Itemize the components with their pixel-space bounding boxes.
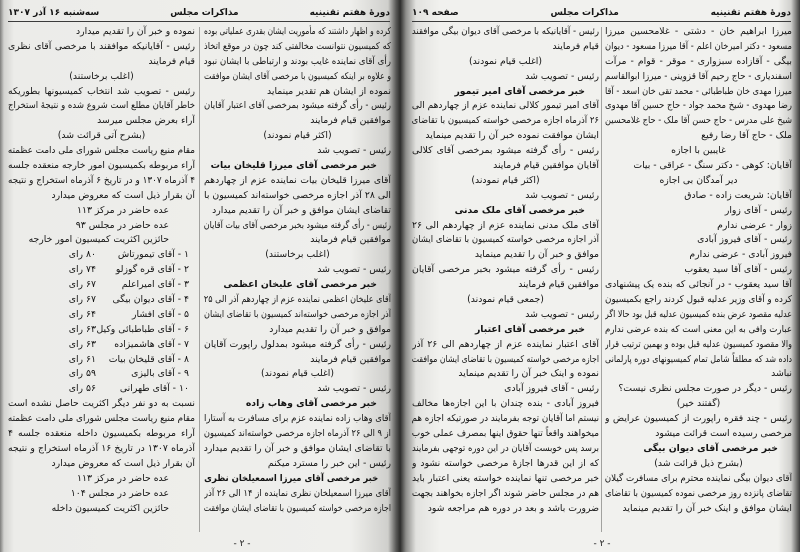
text-line: نباشد — [771, 368, 792, 380]
text-line: موافق و خبر آن را تقدیم میدارد — [269, 323, 391, 335]
vote-row — [8, 248, 195, 263]
text-line: ایشان موافق و اینک خبر آن را تقدیم مینماید — [622, 502, 792, 514]
signature-mark: - ۲ - — [233, 539, 251, 549]
vote-member-name: ۱۰ - آقای طهرانی — [119, 383, 189, 395]
text-line: رئیس - آقای فیروز آبادی — [697, 234, 792, 246]
item-heading: خبر مرخصی آقای ملک مدنی — [454, 204, 585, 216]
text-line: رئیس - تصویب شد انتخاب کمیسیونها بطوریکه — [8, 85, 195, 97]
text-line: ملک - حاج آقا رضا رفیع — [701, 130, 792, 142]
page-number: صفحه ۱۰۹ — [412, 7, 459, 18]
text-line: آن بقرار ذیل است که معروض میدارد — [51, 457, 195, 469]
stage-note: دیر آمدگان بی اجازه — [659, 174, 738, 186]
stage-note: (اغلب قیام نمودند) — [260, 368, 335, 380]
text-line: رئیس - رأی گرفته میشود بمرخصی آقای کلالی — [412, 145, 599, 157]
journal-title: مذاکرات مجلس — [170, 7, 239, 18]
item-heading: خبر مرخصی آقای میرزا اسمعیلخان نظری — [204, 472, 379, 484]
vote-member-name: ۲ - آقای قره گوزلو — [115, 264, 189, 276]
text-line: نموده از ایشان هم تقدیر مینماید — [267, 85, 391, 97]
vote-row — [8, 338, 195, 353]
vote-count: ۷۴ رای — [68, 264, 96, 276]
stage-note: غایبین با اجازه — [671, 145, 726, 157]
text-line: آذر اجازه مرخصی خواسته کمیسیون با تقاضای ایشان — [412, 234, 599, 246]
text-column-left — [412, 25, 599, 534]
text-line: میخواهند واقعاً تنها حقوق اینها بمصرف عملی خوب — [412, 428, 599, 440]
item-heading: خبر مرخصی آقای وهاب زاده — [245, 398, 377, 410]
text-line: اسفندیاری - حاج رحیم آقا قزوینی - میرزا ابوالقاسم — [605, 70, 792, 82]
stage-note: (اغلب برخاستند) — [69, 70, 134, 82]
running-head — [8, 4, 390, 22]
right-page — [400, 0, 800, 552]
column-rule — [601, 27, 602, 532]
journal-title: مذاکرات مجلس — [550, 7, 619, 18]
vote-row — [8, 293, 195, 308]
vote-member-name: ۷ - آقای هاشمیزاده — [114, 338, 189, 350]
text-line: ۴ آذرماه ۱۳۰۷ و در تاریخ ۶ آذرماه استخراج و نتیجه — [8, 174, 195, 186]
stage-note: (گفتند خیر) — [676, 398, 721, 410]
text-line: آقای ملک مدنی نماینده عزم از چهاردهم الی ۲۶ — [412, 219, 599, 231]
session-date: سه‌شنبه ۱۶ آذر ۱۳۰۷ — [8, 7, 100, 18]
text-line: اجازه مرخصی خواسته کمیسیون با تقاضای ایشان موافقت — [204, 502, 391, 514]
text-line: رئیس - تصویب شد — [317, 264, 391, 276]
text-line: رأی آقای نماینده غایب بودند و ارتباطی با ایشان نبود — [204, 55, 391, 67]
text-line: زوار - عرضی ندارم — [717, 219, 792, 231]
stage-note: (اکثر قیام نمودند) — [263, 130, 332, 142]
vote-count: ۶۳ رای — [68, 338, 96, 350]
text-line: تقاضای ایشان موافق و خبر آن را تقدیم میدارد — [212, 204, 391, 216]
text-line: داده شد که مطلقاً شامل تمام کمیسیونهای دوره پارلمانی — [605, 353, 792, 365]
vote-member-name: ۱ - آقای تیمورتاش — [117, 249, 189, 261]
vote-member-name: ۶ - آقای طباطبائی وکیل — [96, 323, 189, 335]
text-line: مقام منیع ریاست مجلس شورای ملی دامت عظمته — [8, 413, 195, 425]
text-line: الی ۲۸ آذر اجازه مرخصی خواسته‌اند کمیسیون با — [204, 189, 391, 201]
text-line: تقاضای پانزده روز مرخصی نموده کمیسیون با تقاضای — [605, 487, 792, 499]
text-line: رئیس - آقایانیکه با مرخصی آقای دیوان بیگی موافقند — [412, 26, 599, 37]
vote-member-name: ۵ - آقای افشار — [132, 308, 189, 320]
text-line: آذر اجازه مرخصی خواسته‌اند کمیسیون با تقاضای ایشان — [204, 308, 391, 320]
text-line: رئیس - دیگر در صورت مجلس نظری نیست؟ — [618, 383, 792, 395]
text-line: با تقاضای ایشان موافق و خبر آن را تقدیم میدارد — [204, 442, 391, 454]
text-line: نیستم اما آقایان توجه بفرمایند در صورتیکه اجازه هم — [412, 413, 599, 425]
text-line: که کمیسیون نتوانست مخالفتی کند چون در موقع اتخاذ — [204, 40, 391, 52]
vote-count: ۶۳ رای — [68, 323, 96, 335]
vote-count: ۶۷ رای — [68, 279, 96, 291]
text-line: ضرورت باشد و بعد در دوره هم مراجعه شود — [427, 502, 599, 514]
text-line: رئیس - رأی گرفته میشود بمرخصی آقای اعتبار آقایان — [204, 100, 391, 112]
item-heading: خبر مرخصی آقای اعتبار — [474, 323, 585, 335]
text-line: رئیس - تصویب شد — [525, 308, 599, 320]
text-line: خاطر آقایان مطلع است شروع شده و نتیجهٔ استخراج — [8, 100, 195, 112]
text-line: رئیس - رأی گرفته میشود بخبر مرخصی آقایان — [412, 264, 599, 276]
vote-row — [8, 278, 195, 293]
text-line: نموده و اینک خبر آن را تقدیم مینماید — [458, 368, 599, 380]
text-line: که از این قدرها اجازهٔ مرخصی خواسته نشود و — [412, 457, 599, 469]
text-line: عبارت وافی به این معنی است که بنده عرضی ندارم — [605, 323, 792, 335]
text-line: هم در مجلس حاضر شوند اگر اجازه بخواهند بجهت — [412, 487, 599, 499]
text-line: بیگی - آقازاده سبزواری - موقر - قوام - مرآت — [605, 55, 792, 67]
stage-note: (بشرح ذیل قرائت شد) — [654, 457, 743, 469]
tally-line: عده حاضر در مرکز ۱۱۳ — [76, 472, 169, 484]
vote-row — [8, 367, 195, 382]
tally-line: عده حاضر در مجلس ۱۰۴ — [70, 487, 169, 499]
text-line: نسبت به دو نفر دیگر اکثریت حاصل نشده است — [8, 398, 195, 410]
text-line: رئیس - رأی گرفته میشود بمدلول راپورت آقایان — [204, 338, 391, 350]
text-line: آقای میرزا اسمعیلخان نظری نماینده از ۱۴ الی ۲۶ آذر — [204, 487, 391, 499]
text-line: رئیس - آقای زوار — [724, 204, 792, 216]
vote-count: ۸۰ رای — [68, 249, 96, 261]
text-line: آقای وهاب زاده نماینده عزم برای مسافرت به آستارا — [204, 413, 391, 425]
journal-volume: دورهٔ هفتم تقنینیه — [309, 7, 390, 18]
journal-volume: دورهٔ هفتم تقنینیه — [710, 7, 791, 18]
text-line: رئیس - آقای فیروز آبادی — [504, 383, 599, 395]
text-line: آقای دیوان بیگی نماینده محترم برای مسافرت گیلان — [605, 472, 792, 484]
text-line: آراء بعرض مجلس میرسد — [97, 115, 195, 127]
vote-row — [8, 353, 195, 368]
text-line: ۲۶ آذرماه اجازه مرخصی خواسته کمیسیون با تقاضای — [412, 115, 599, 127]
column-rule — [199, 27, 200, 532]
vote-member-name: ۴ - آقای دیوان بیگی — [112, 294, 189, 306]
signature-mark: - ۲ - — [593, 539, 611, 549]
tally-line: حائزین اکثریت کمیسیون داخله — [51, 502, 169, 514]
vote-count: ۶۱ رای — [68, 353, 96, 365]
text-line: میرزا مهدی خان طباطبائی - محمد تقی خان اسعد - آقا — [605, 85, 792, 97]
text-line: آقایان: شریعت زاده - صادق — [684, 189, 792, 201]
text-line: آن بقرار ذیل است که معروض میدارد — [51, 189, 195, 201]
text-line: قیام فرمایند — [148, 55, 195, 67]
text-line: رئیس - چند فقره راپورت از کمیسیون عرایض و — [605, 413, 792, 425]
text-line: آذرماه ۱۳۰۷ در تاریخ ۱۶ آذرماه استخراج و نتیجه — [8, 442, 195, 454]
item-heading: خبر مرخصی آقای دیوان بیگی — [643, 442, 778, 454]
text-line: آراء مربوطه بکمیسیون داخله منعقده جلسه ۴ — [8, 428, 195, 440]
text-line: رئیس - آقای آقا سید یعقوب — [684, 264, 792, 276]
text-line: فیروز آبادی - بنده چندان با این اجازه‌ها مخالف — [412, 398, 599, 410]
text-line: خبر مرخصی تنها نماینده خواسته یعنی اعتبار باید — [412, 472, 599, 484]
item-heading: خبر مرخصی آقای علیخان اعظمی — [223, 279, 377, 291]
text-column-right — [605, 25, 792, 534]
text-line: برسد پس خوبست آقایان در این دوره توجهی بفرمایند — [412, 442, 599, 454]
vote-member-name: ۹ - آقای بالیزی — [131, 368, 189, 380]
text-line: آقایان: کوهی - دکتر سنگ - عراقی - بیات — [633, 160, 792, 172]
text-column-left — [8, 25, 195, 534]
item-heading: خبر مرخصی آقای میرزا قلیخان بیات — [210, 160, 377, 172]
text-line: شیخ علی مدرس - حاج حسن آقا ملک - حاج غلامحسین — [605, 115, 792, 127]
text-line: عدلیه مقصود عرض بنده کمیسیون عدلیه قبل بود حالا اگر — [605, 308, 792, 320]
item-heading: خبر مرخصی آقای امیر تیمور — [454, 85, 585, 97]
vote-count: ۶۷ رای — [68, 294, 96, 306]
text-line: موافقین قیام فرمایند — [310, 353, 391, 365]
text-line: نموده و خبر آن را تقدیم میدارد — [76, 26, 195, 37]
text-line: والا مقصود کمیسیون عدلیه قبل بوده و بهمین ترتیب قرار — [605, 338, 792, 350]
text-line: رئیس - تصویب شد — [525, 189, 599, 201]
text-line: رئیس - رأی گرفته میشود بخبر مرخصی آقای بیات آقایان — [204, 219, 391, 231]
vote-row — [8, 323, 195, 338]
text-column-right — [204, 25, 391, 534]
stage-note: (اکثر قیام نمودند) — [471, 174, 540, 186]
text-line: آقایان موافقین قیام فرمایند — [493, 160, 599, 172]
stage-note: (بشرح آتی قرائت شد) — [57, 130, 146, 142]
vote-count: ۵۶ رای — [68, 383, 96, 395]
text-line: موافقین قیام فرمایند — [310, 115, 391, 127]
vote-count: ۶۴ رای — [68, 308, 96, 320]
vote-member-name: ۳ - آقای امیراعلم — [121, 279, 189, 291]
running-head — [412, 4, 791, 22]
text-line: آقای علیخان اعظمی نماینده عزم از چهاردهم آذر الی ۲۵ — [204, 294, 391, 306]
text-line: مرخصی رسیده است قرائت میشود — [655, 428, 792, 440]
text-line: موافقین قیام فرمایند — [518, 279, 599, 291]
text-line: ایشان موافقت نموده خبر آن را تقدیم مینماید — [425, 130, 599, 142]
text-line: اجازه مرخصی خواسته کمیسیون با تقاضای ایشان موافقت — [412, 353, 599, 365]
text-line: و علاوه بر اینکه کمیسیون با مرخصی آقای ایشان موافقت — [204, 70, 391, 82]
vote-count: ۵۹ رای — [68, 368, 96, 380]
text-line: موافق و خبر آن را تقدیم مینماید — [474, 249, 599, 261]
text-line: کرده و آقای وزیر عدلیه قبول کردند راجع بکمیسیون — [605, 294, 792, 306]
vote-row — [8, 308, 195, 323]
stage-note: (جمعی قیام نمودند) — [467, 294, 544, 306]
text-line: آقای امیر تیمور کلالی نماینده عزم از چهاردهم الی — [412, 100, 599, 112]
text-line: فیروز آبادی - عرضی ندارم — [689, 249, 792, 261]
text-line: آراء مربوطه بکمیسیون امور خارجه منعقده جلسه — [8, 160, 195, 172]
text-line: رضا مهدوی - شیخ محمد جواد - حاج حسین آقا مهدوی — [605, 100, 792, 112]
text-line: کرده و اظهار داشتند که مأموریت ایشان بقدری عملیاتی بوده — [204, 26, 391, 37]
text-line: از ۹ الی ۲۶ آذرماه اجازه مرخصی خواسته‌اند کمیسیون — [204, 428, 391, 440]
text-line: موافقین قیام فرمایند — [310, 234, 391, 246]
stage-note: (اغلب قیام نمودند) — [468, 55, 543, 67]
vote-member-name: ۸ - آقای قلیخان بیات — [108, 353, 189, 365]
tally-line: عده حاضر در مرکز ۱۱۳ — [76, 204, 169, 216]
text-line: آقای میرزا قلیخان بیات نماینده عزم از چهاردهم — [204, 174, 391, 186]
text-line: مسعود - دکتر امیرخان اعلم - آقا میرزا مسعود - دیوان — [605, 40, 792, 52]
vote-row — [8, 263, 195, 278]
text-line: رئیس - تصویب شد — [317, 383, 391, 395]
stage-note: (اغلب برخاستند) — [265, 249, 330, 261]
vote-row — [8, 382, 195, 397]
text-line: مقام منیع ریاست مجلس شورای ملی دامت عظمته — [8, 145, 195, 157]
text-line: آقا سید یعقوب - در آنجائی که بنده یک پیشنهادی — [605, 279, 792, 291]
tally-line: عده حاضر در مجلس ۹۳ — [75, 219, 169, 231]
text-line: رئیس - تصویب شد — [525, 70, 599, 82]
text-line: قیام فرمایند — [552, 40, 599, 52]
text-line: رئیس - تصویب شد — [317, 145, 391, 157]
text-line: آقای اعتبار نماینده عزم از چهاردهم الی ۲۶ آذر — [412, 338, 599, 350]
text-line: رئیس - این خبر را مسترد میکنم — [267, 457, 391, 469]
text-line: میرزا ابراهیم خان - دشتی - غلامحسین میرزا — [605, 26, 792, 37]
tally-line: حائزین اکثریت کمیسیون امور خارجه — [28, 234, 169, 246]
text-line: رئیس - آقایانیکه موافقند با مرخصی آقای نظری — [8, 40, 195, 52]
